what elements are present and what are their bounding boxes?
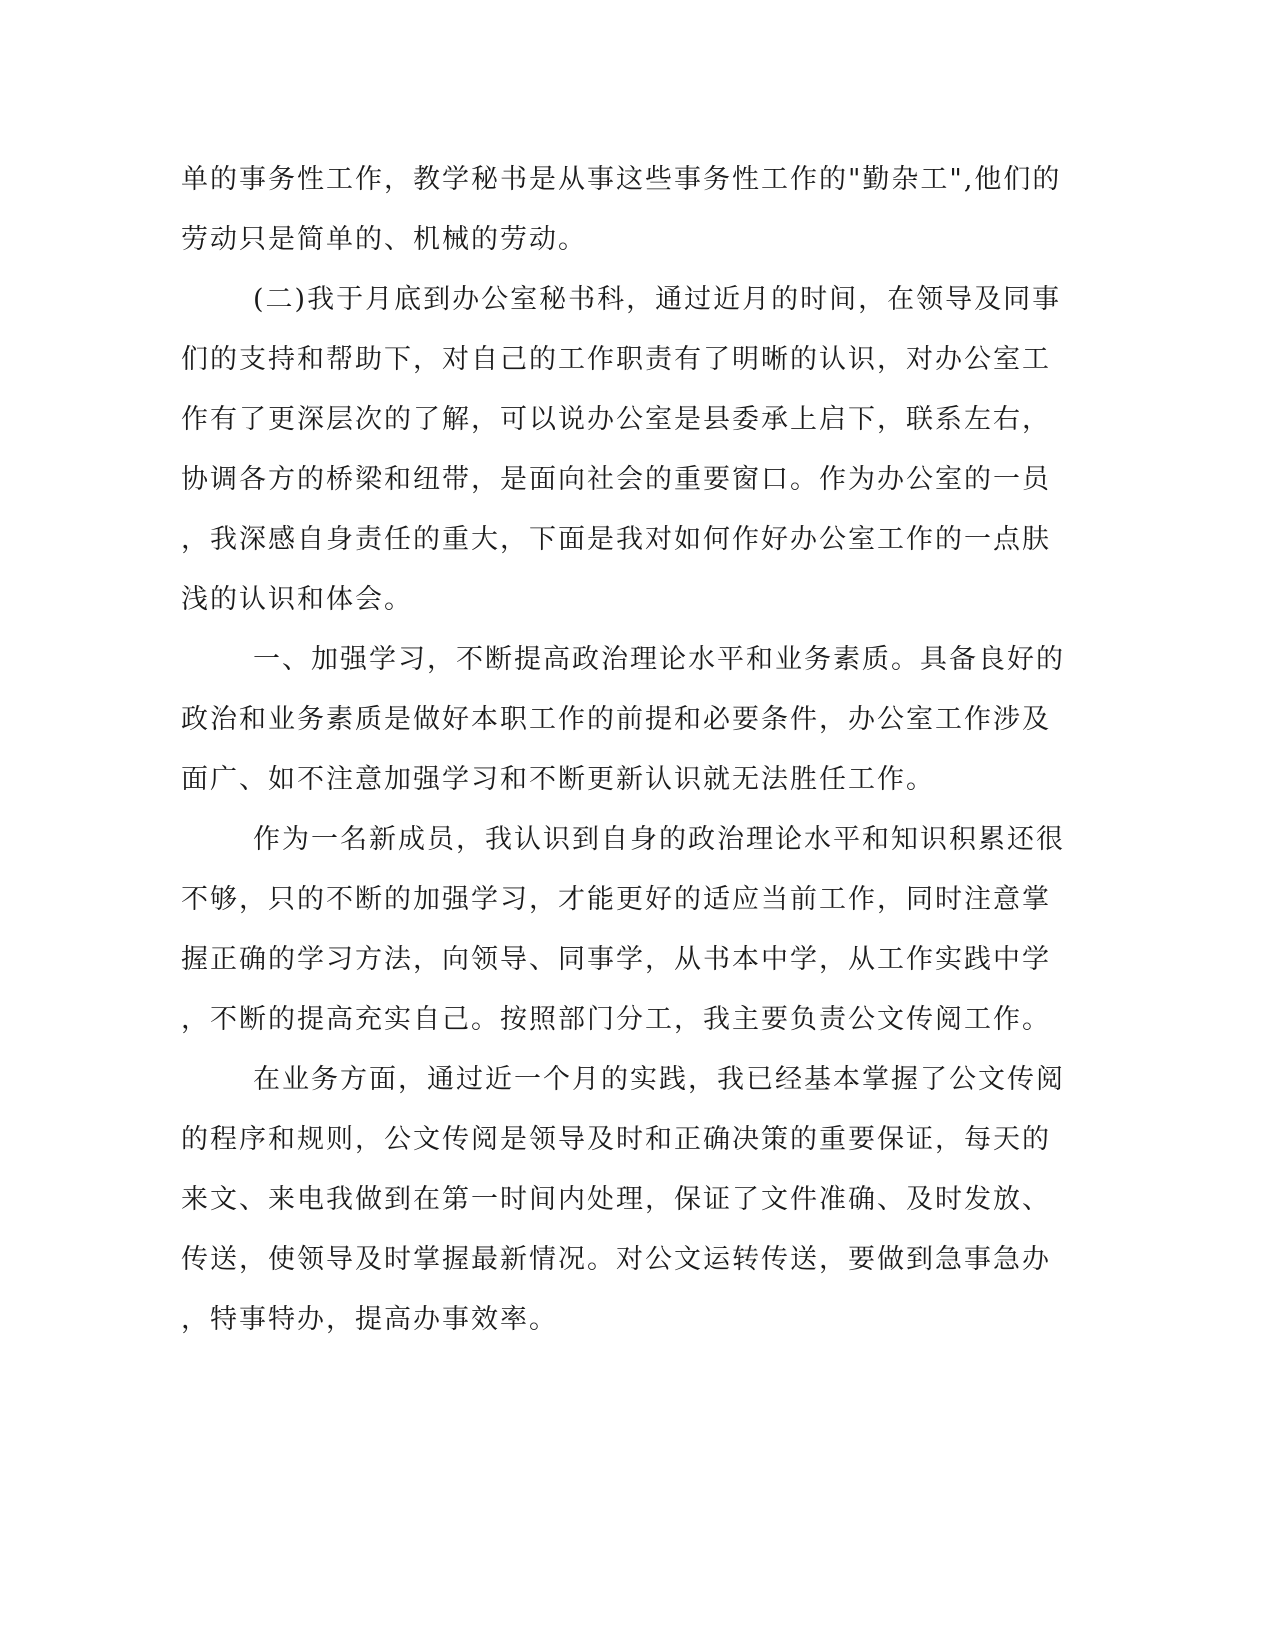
text-line: 单的事务性工作，教学秘书是从事这些事务性工作的"勤杂工",他们的 [181,164,1062,195]
text-line: (二)我于月底到办公室秘书科，通过近月的时间，在领导及同事 [253,284,1062,315]
text-line: 来文、来电我做到在第一时间内处理，保证了文件准确、及时发放、 [181,1184,1051,1215]
text-line: 政治和业务素质是做好本职工作的前提和必要条件，办公室工作涉及 [181,704,1051,735]
text-line: 劳动只是简单的、机械的劳动。 [181,224,587,255]
text-line: 一、加强学习，不断提高政治理论水平和业务素质。具备良好的 [253,644,1065,675]
text-line: 作有了更深层次的了解，可以说办公室是县委承上启下，联系左右， [181,404,1051,435]
text-line: 在业务方面，通过近一个月的实践，我已经基本掌握了公文传阅 [253,1064,1065,1095]
text-line: 握正确的学习方法，向领导、同事学，从书本中学，从工作实践中学 [181,944,1051,975]
text-line: 面广、如不注意加强学习和不断更新认识就无法胜任工作。 [181,764,935,795]
text-line: 们的支持和帮助下，对自己的工作职责有了明晰的认识，对办公室工 [181,344,1051,375]
text-line: 协调各方的桥梁和纽带，是面向社会的重要窗口。作为办公室的一员 [181,464,1051,495]
text-line: 浅的认识和体会。 [181,584,413,615]
text-line: 传送，使领导及时掌握最新情况。对公文运转传送，要做到急事急办 [181,1244,1051,1275]
text-line: 作为一名新成员，我认识到自身的政治理论水平和知识积累还很 [253,824,1065,855]
text-line: 不够，只的不断的加强学习，才能更好的适应当前工作，同时注意掌 [181,884,1051,915]
text-line: ，我深感自身责任的重大，下面是我对如何作好办公室工作的一点肤 [181,524,1051,555]
text-line: ，特事特办，提高办事效率。 [181,1304,558,1335]
document-body [181,150,1065,1350]
text-line: ，不断的提高充实自己。按照部门分工，我主要负责公文传阅工作。 [181,1004,1051,1035]
text-line: 的程序和规则，公文传阅是领导及时和正确决策的重要保证，每天的 [181,1124,1051,1155]
